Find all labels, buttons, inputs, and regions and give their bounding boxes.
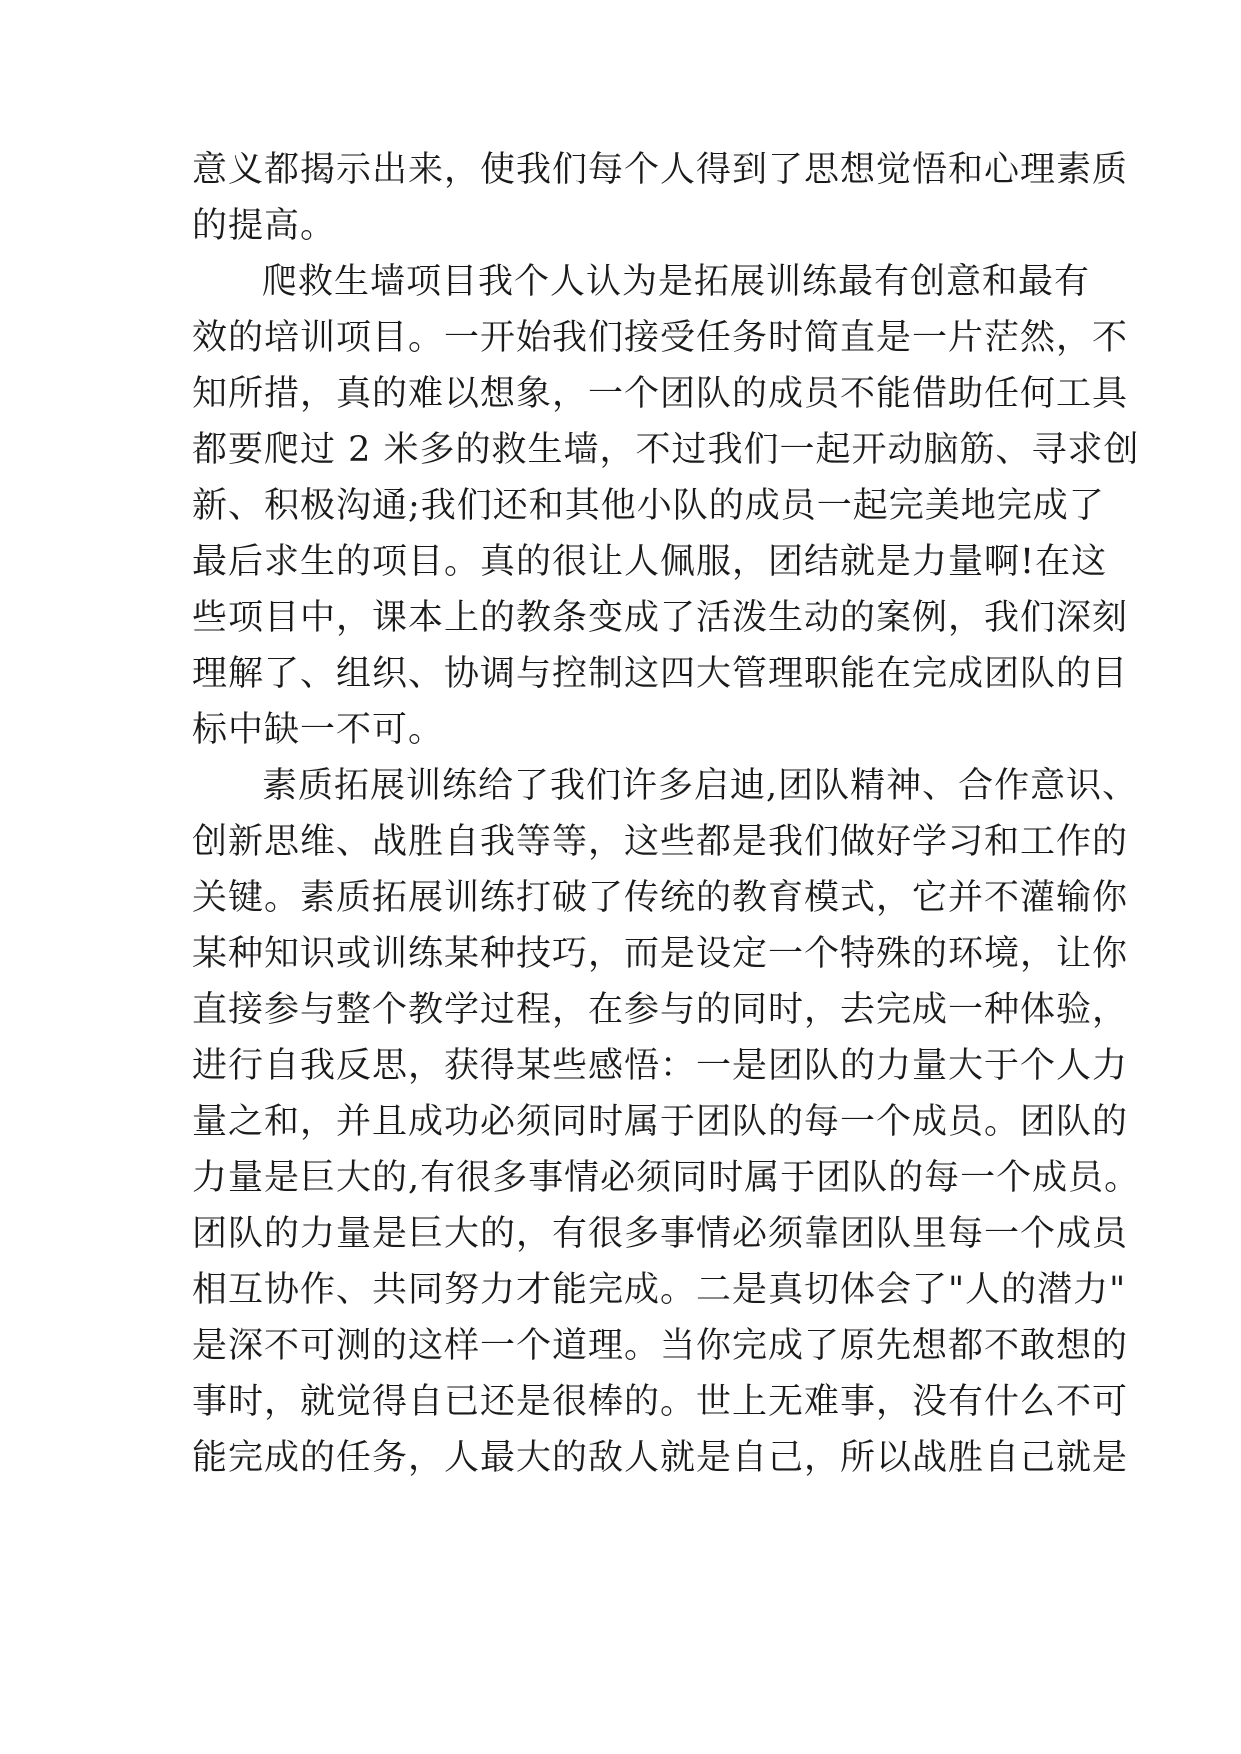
text-line: 能完成的任务，人最大的敌人就是自己，所以战胜自己就是 bbox=[192, 1438, 1129, 1478]
text-line: 力量是巨大的,有很多事情必须同时属于团队的每一个成员。 bbox=[192, 1158, 1141, 1198]
text-line: 关键。素质拓展训练打破了传统的教育模式，它并不灌输你 bbox=[192, 878, 1129, 918]
text-line: 最后求生的项目。真的很让人佩服，团结就是力量啊!在这 bbox=[192, 542, 1108, 582]
paragraph-start-line: 爬救生墙项目我个人认为是拓展训练最有创意和最有 bbox=[262, 262, 1091, 302]
text-line: 新、积极沟通;我们还和其他小队的成员一起完美地完成了 bbox=[192, 486, 1105, 526]
text-line: 理解了、组织、协调与控制这四大管理职能在完成团队的目 bbox=[192, 654, 1129, 694]
text-line: 些项目中，课本上的教条变成了活泼生动的案例，我们深刻 bbox=[192, 598, 1129, 638]
text-line: 都要爬过 2 米多的救生墙，不过我们一起开动脑筋、寻求创 bbox=[192, 430, 1140, 470]
text-line: 是深不可测的这样一个道理。当你完成了原先想都不敢想的 bbox=[192, 1326, 1129, 1366]
text-line: 知所措，真的难以想象，一个团队的成员不能借助任何工具 bbox=[192, 374, 1129, 414]
text-line: 某种知识或训练某种技巧，而是设定一个特殊的环境，让你 bbox=[192, 934, 1129, 974]
text-line: 量之和，并且成功必须同时属于团队的每一个成员。团队的 bbox=[192, 1102, 1129, 1142]
text-line: 相互协作、共同努力才能完成。二是真切体会了"人的潜力" bbox=[192, 1270, 1127, 1310]
text-line: 进行自我反思，获得某些感悟：一是团队的力量大于个人力 bbox=[192, 1046, 1129, 1086]
text-line: 意义都揭示出来，使我们每个人得到了思想觉悟和心理素质 bbox=[192, 150, 1129, 190]
text-line: 事时，就觉得自已还是很棒的。世上无难事，没有什么不可 bbox=[192, 1382, 1129, 1422]
text-line: 的提高。 bbox=[192, 206, 337, 246]
paragraph-start-line: 素质拓展训练给了我们许多启迪,团队精神、合作意识、 bbox=[262, 766, 1139, 806]
text-line: 标中缺一不可。 bbox=[192, 710, 445, 750]
text-line: 效的培训项目。一开始我们接受任务时简直是一片茫然，不 bbox=[192, 318, 1129, 358]
text-line: 创新思维、战胜自我等等，这些都是我们做好学习和工作的 bbox=[192, 822, 1129, 862]
text-line: 团队的力量是巨大的，有很多事情必须靠团队里每一个成员 bbox=[192, 1214, 1129, 1254]
text-line: 直接参与整个教学过程，在参与的同时，去完成一种体验， bbox=[192, 990, 1129, 1030]
